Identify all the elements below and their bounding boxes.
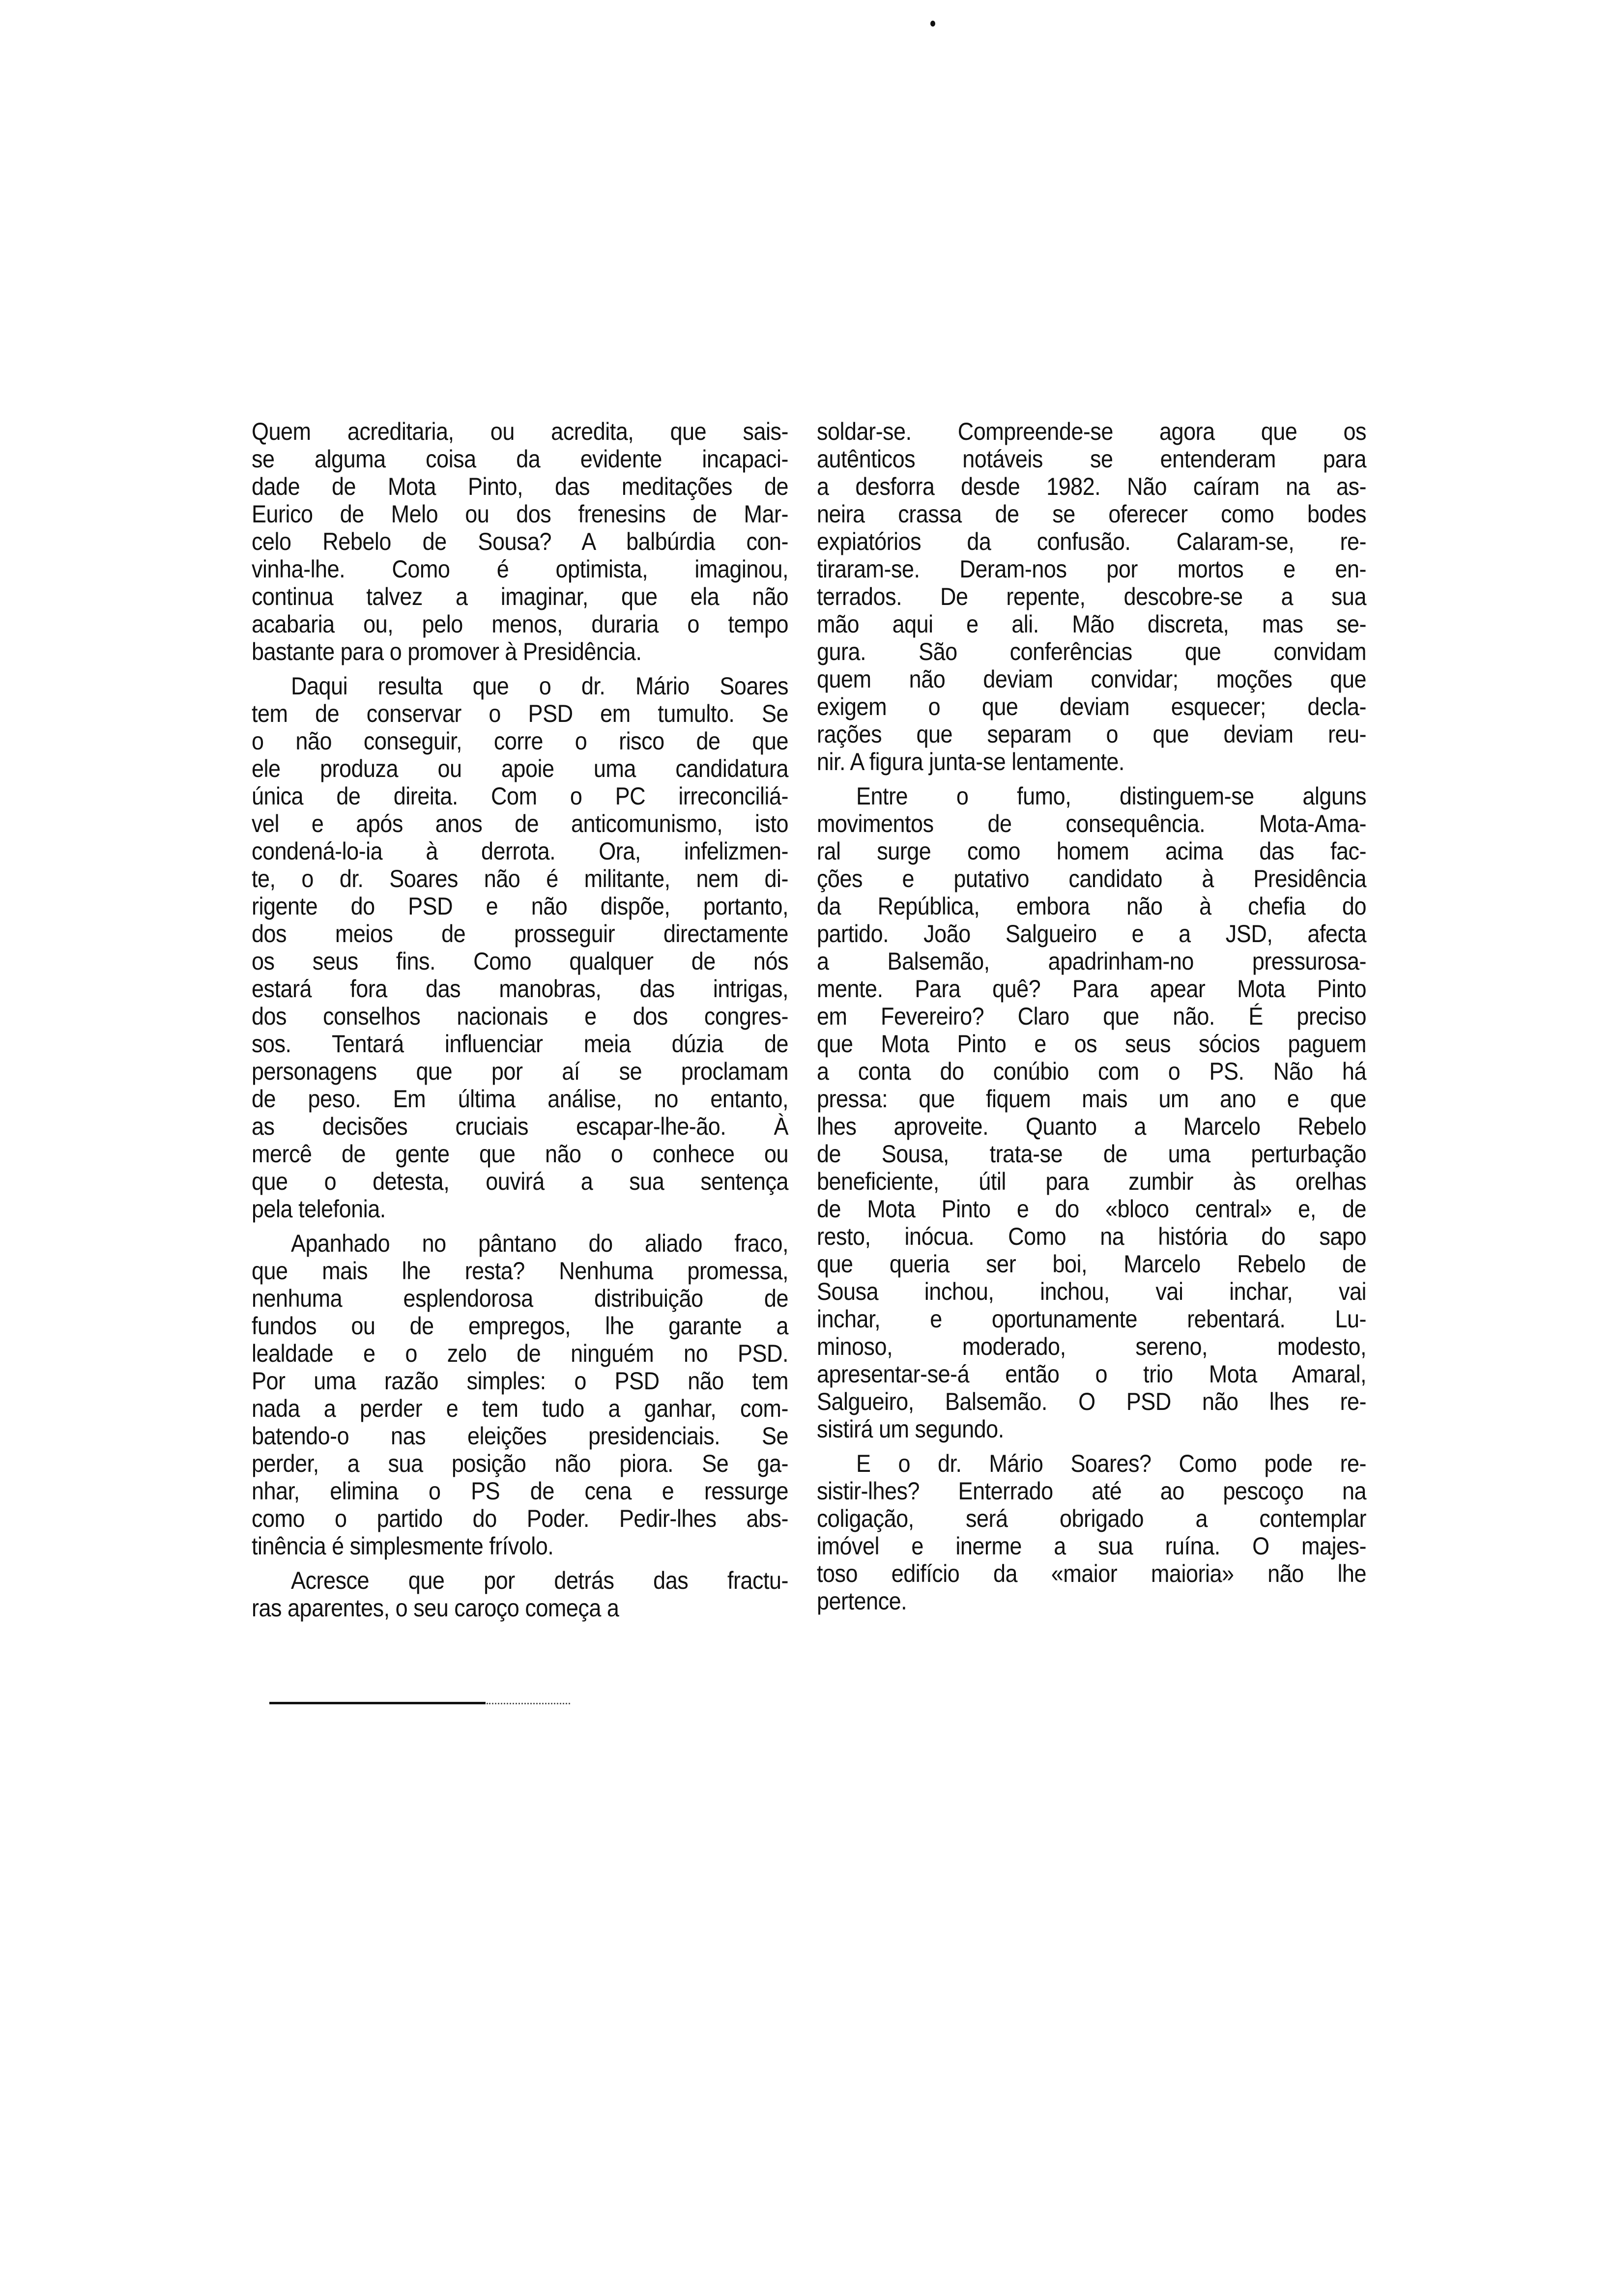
text-line: te, o dr. Soares não é militante, nem di-	[252, 864, 788, 892]
text-line: condená-lo-ia à derrota. Ora, infelizmen-	[252, 836, 788, 865]
text-line: terrados. De repente, descobre-se a sua	[817, 582, 1366, 610]
text-line: a conta do conúbio com o PS. Não há	[817, 1057, 1366, 1085]
text-line: minoso, moderado, sereno, modesto,	[817, 1332, 1366, 1360]
text-line: nada a perder e tem tudo a ganhar, com-	[252, 1394, 788, 1422]
text-line: ções e putativo candidato à Presidência	[817, 864, 1366, 892]
text-line: Salgueiro, Balsemão. O PSD não lhes re-	[817, 1387, 1366, 1415]
text-line: acabaria ou, pelo menos, duraria o tempo	[252, 609, 788, 638]
text-line: ele produza ou apoie uma candidatura	[252, 754, 788, 782]
text-line: a desforra desde 1982. Não caíram na as-	[817, 472, 1366, 500]
article-column-right	[817, 418, 1366, 1615]
text-line: toso edifício da «maior maioria» não lhe	[817, 1559, 1366, 1587]
text-line: de peso. Em última análise, no entanto,	[252, 1084, 788, 1113]
text-line: partido. João Salgueiro e a JSD, afecta	[817, 919, 1366, 947]
text-line: autênticos notáveis se entenderam para	[817, 444, 1366, 473]
column-end-rule-tail	[487, 1703, 570, 1704]
text-line: nhar, elimina o PS de cena e ressurge	[252, 1476, 788, 1505]
text-line: os seus fins. Como qualquer de nós	[252, 947, 788, 975]
text-line: beneficiente, útil para zumbir às orelhas	[817, 1167, 1366, 1195]
text-line: coligação, será obrigado a contemplar	[817, 1504, 1366, 1532]
text-line: tem de conservar o PSD em tumulto. Se	[252, 699, 788, 727]
text-line: rigente do PSD e não dispõe, portanto,	[252, 891, 788, 920]
text-line: Apanhado no pântano do aliado fraco,	[291, 1229, 788, 1257]
text-line: bastante para o promover à Presidência.	[252, 637, 642, 665]
text-line: lhes aproveite. Quanto a Marcelo Rebelo	[817, 1112, 1366, 1140]
text-line: Eurico de Melo ou dos frenesins de Mar-	[252, 499, 788, 528]
text-line: rações que separam o que deviam reu-	[817, 719, 1366, 748]
text-line: tinência é simplesmente frívolo.	[252, 1531, 554, 1560]
text-line: que mais lhe resta? Nenhuma promessa,	[252, 1256, 788, 1285]
text-line: celo Rebelo de Sousa? A balbúrdia con-	[252, 527, 788, 555]
text-line: vinha-lhe. Como é optimista, imaginou,	[252, 554, 788, 583]
article-paragraph	[817, 782, 1366, 1443]
text-line: pertence.	[817, 1586, 907, 1615]
text-line: que queria ser boi, Marcelo Rebelo de	[817, 1249, 1366, 1278]
text-line: em Fevereiro? Claro que não. É preciso	[817, 1002, 1366, 1030]
text-line: quem não deviam convidar; moções que	[817, 664, 1366, 693]
text-line: de Sousa, trata-se de uma perturbação	[817, 1139, 1366, 1168]
text-line: nenhuma esplendorosa distribuição de	[252, 1284, 788, 1312]
text-line: pela telefonia.	[252, 1194, 386, 1223]
text-line: resto, inócua. Como na história do sapo	[817, 1222, 1366, 1250]
text-line: neira crassa de se oferecer como bodes	[817, 499, 1366, 528]
text-line: dos meios de prosseguir directamente	[252, 919, 788, 947]
text-line: batendo-o nas eleições presidenciais. Se	[252, 1421, 788, 1450]
text-line: única de direita. Com o PC irreconciliá-	[252, 781, 788, 810]
text-line: movimentos de consequência. Mota-Ama-	[817, 809, 1366, 837]
article-paragraph	[817, 1450, 1366, 1615]
article-paragraph	[252, 672, 788, 1223]
article-column-left	[252, 418, 788, 1622]
text-line: sos. Tentará influenciar meia dúzia de	[252, 1029, 788, 1058]
text-line: Sousa inchou, inchou, vai inchar, vai	[817, 1277, 1366, 1305]
text-line: soldar-se. Compreende-se agora que os	[817, 417, 1366, 445]
text-line: nir. A figura junta-se lentamente.	[817, 747, 1124, 775]
text-line: lealdade e o zelo de ninguém no PSD.	[252, 1339, 788, 1367]
column-end-rule	[269, 1702, 486, 1704]
text-line: o não conseguir, corre o risco de que	[252, 726, 788, 755]
text-line: mente. Para quê? Para apear Mota Pinto	[817, 974, 1366, 1003]
text-line: sistir-lhes? Enterrado até ao pescoço na	[817, 1476, 1366, 1505]
text-line: exigem o que deviam esquecer; decla-	[817, 692, 1366, 720]
text-line: apresentar-se-á então o trio Mota Amaral,	[817, 1359, 1366, 1388]
text-line: que Mota Pinto e os seus sócios paguem	[817, 1029, 1366, 1058]
text-line: Quem acreditaria, ou acredita, que sais-	[252, 417, 788, 445]
text-line: vel e após anos de anticomunismo, isto	[252, 809, 788, 837]
text-line: se alguma coisa da evidente incapaci-	[252, 444, 788, 473]
text-line: como o partido do Poder. Pedir-lhes abs-	[252, 1504, 788, 1532]
text-line: da República, embora não à chefia do	[817, 891, 1366, 920]
text-line: expiatórios da confusão. Calaram-se, re-	[817, 527, 1366, 555]
text-line: imóvel e inerme a sua ruína. O majes-	[817, 1531, 1366, 1560]
article-paragraph	[252, 1230, 788, 1560]
text-line: mercê de gente que não o conhece ou	[252, 1139, 788, 1168]
text-line: Por uma razão simples: o PSD não tem	[252, 1366, 788, 1395]
text-line: inchar, e oportunamente rebentará. Lu-	[817, 1304, 1366, 1333]
text-line: dos conselhos nacionais e dos congres-	[252, 1002, 788, 1030]
text-line: dade de Mota Pinto, das meditações de	[252, 472, 788, 500]
text-line: continua talvez a imaginar, que ela não	[252, 582, 788, 610]
text-line: pressa: que fiquem mais um ano e que	[817, 1084, 1366, 1113]
ink-speck	[930, 21, 935, 27]
text-line: as decisões cruciais escapar-lhe-ão. À	[252, 1112, 788, 1140]
article-paragraph	[252, 418, 788, 665]
text-line: perder, a sua posição não piora. Se ga-	[252, 1449, 788, 1477]
text-line: E o dr. Mário Soares? Como pode re-	[856, 1449, 1366, 1477]
article-paragraph	[817, 418, 1366, 775]
article-paragraph	[252, 1567, 788, 1622]
text-line: de Mota Pinto e do «bloco central» e, de	[817, 1194, 1366, 1223]
text-line: sistirá um segundo.	[817, 1414, 1004, 1443]
text-line: Entre o fumo, distinguem-se alguns	[856, 781, 1366, 810]
text-line: tiraram-se. Deram-nos por mortos e en-	[817, 554, 1366, 583]
text-line: ral surge como homem acima das fac-	[817, 836, 1366, 865]
text-line: Acresce que por detrás das fractu-	[291, 1566, 788, 1594]
text-line: estará fora das manobras, das intrigas,	[252, 974, 788, 1003]
text-line: gura. São conferências que convidam	[817, 637, 1366, 665]
text-line: mão aqui e ali. Mão discreta, mas se-	[817, 609, 1366, 638]
text-line: que o detesta, ouvirá a sua sentença	[252, 1167, 788, 1195]
text-line: a Balsemão, apadrinham-no pressurosa-	[817, 947, 1366, 975]
text-line: fundos ou de empregos, lhe garante a	[252, 1311, 788, 1340]
text-line: ras aparentes, o seu caroço começa a	[252, 1593, 619, 1622]
text-line: Daqui resulta que o dr. Mário Soares	[291, 671, 788, 700]
text-line: personagens que por aí se proclamam	[252, 1057, 788, 1085]
